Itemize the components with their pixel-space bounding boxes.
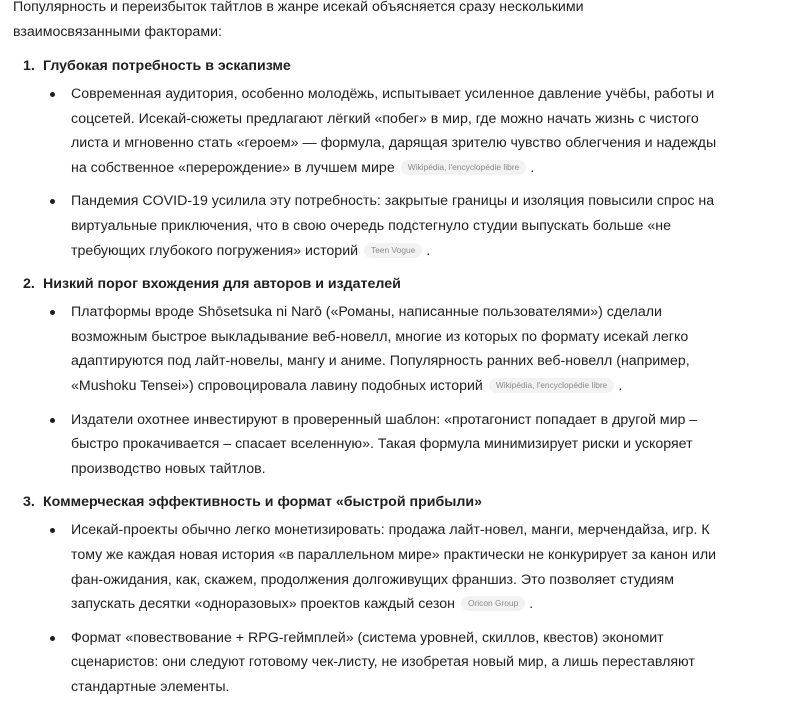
section-number: 1. (23, 58, 35, 74)
chat-response (13, 0, 793, 708)
bullet-tail: . (618, 377, 623, 394)
list-item (13, 626, 721, 700)
bullet-text: Исекай-проекты обычно легко монетизировать: продажа лайт-новел, манги, мерчендайза, игр. К тому же каждая новая история «в параллельном мире» практически не конкурирует за канон или фан-ожидания, как, скажем, продолжения долгоживущих франшиз. Это позволяет студиям запускать десятки «одноразовых» проектов каждый сезон (71, 522, 717, 613)
bullet-dot-icon (50, 199, 55, 204)
bullet-tail: . (426, 242, 431, 259)
bullet-text: Пандемия COVID-19 усилила эту потребность: закрытые границы и изоляция повысили спрос на виртуальные приключения, что в свою очередь подстегнуло студии выпускать больше «не требующих глубокого погружения» историй (71, 193, 715, 259)
source-citation-chip[interactable]: Teen Vogue (364, 243, 422, 258)
bullet-list (13, 300, 793, 481)
bullet-text: Платформы вроде Shōsetsuka ni Narō («Романы, написанные пользователями») сделали возможным быстрое выкладывание веб-новелл, многие из которых по формату исекай легко адаптируются под лайт-новелы, мангу и аниме. Популярность ранних веб-новелл (например, «Mushoku Tensei») спровоцировала лавину подобных историй (71, 304, 690, 394)
list-item (13, 189, 721, 263)
bullet-dot-icon (50, 310, 55, 315)
intro-paragraph: Популярность и переизбыток тайтлов в жанре исекай объясняется сразу несколькими взаимосвязанными факторами: (13, 0, 584, 40)
bullet-list (13, 518, 793, 699)
bullet-dot-icon (50, 528, 55, 533)
source-citation-chip[interactable]: Wikipédia, l'encyclopédie libre (401, 160, 526, 175)
section-2 (13, 272, 793, 481)
list-item (13, 518, 721, 616)
bullet-tail: . (530, 159, 535, 176)
list-item (13, 300, 721, 398)
bullet-text: Издатели охотнее инвестируют в проверенный шаблон: «протагонист попадает в другой мир – быстро прокачивается – спасает вселенную». Такая формула минимизирует риски и ускоряет производство новых тайтлов. (71, 411, 698, 477)
bullet-text: Формат «повествование + RPG-геймплей» (система уровней, скиллов, квестов) экономит сценаристов: они следуют готовому чек-листу, не изобретая новый мир, а лишь переставляют стандартные элементы. (71, 629, 695, 695)
section-heading (13, 54, 793, 78)
section-1 (13, 54, 793, 263)
bullet-text: Современная аудитория, особенно молодёжь, испытывает усиленное давление учёбы, работы и соцсетей. Исекай-сюжеты предлагают лёгкий «побег» в мир, где можно начать жизнь с чистого листа и мгновенно стать «героем» — формула, дарящая зрителю чувство облегчения и надежды на собственное «перерождение» в лучшем мире (71, 86, 717, 176)
source-citation-chip[interactable]: Oricon Group (461, 596, 525, 611)
section-number: 2. (23, 276, 35, 293)
source-citation-chip[interactable]: Wikipédia, l'encyclopédie libre (489, 378, 614, 393)
bullet-tail: . (529, 596, 534, 613)
bullet-dot-icon (50, 636, 55, 641)
bullet-dot-icon (50, 418, 55, 423)
section-heading (13, 490, 793, 514)
list-item (13, 408, 721, 482)
bullet-dot-icon (50, 92, 55, 97)
bullet-list (13, 82, 793, 263)
section-title: Глубокая потребность в эскапизме (43, 58, 291, 74)
section-number: 3. (23, 494, 35, 511)
section-heading (13, 272, 793, 296)
section-title: Низкий порог вхождения для авторов и издателей (43, 276, 401, 293)
section-3 (13, 490, 793, 699)
list-item (13, 82, 721, 180)
section-title: Коммерческая эффективность и формат «быстрой прибыли» (43, 494, 482, 511)
